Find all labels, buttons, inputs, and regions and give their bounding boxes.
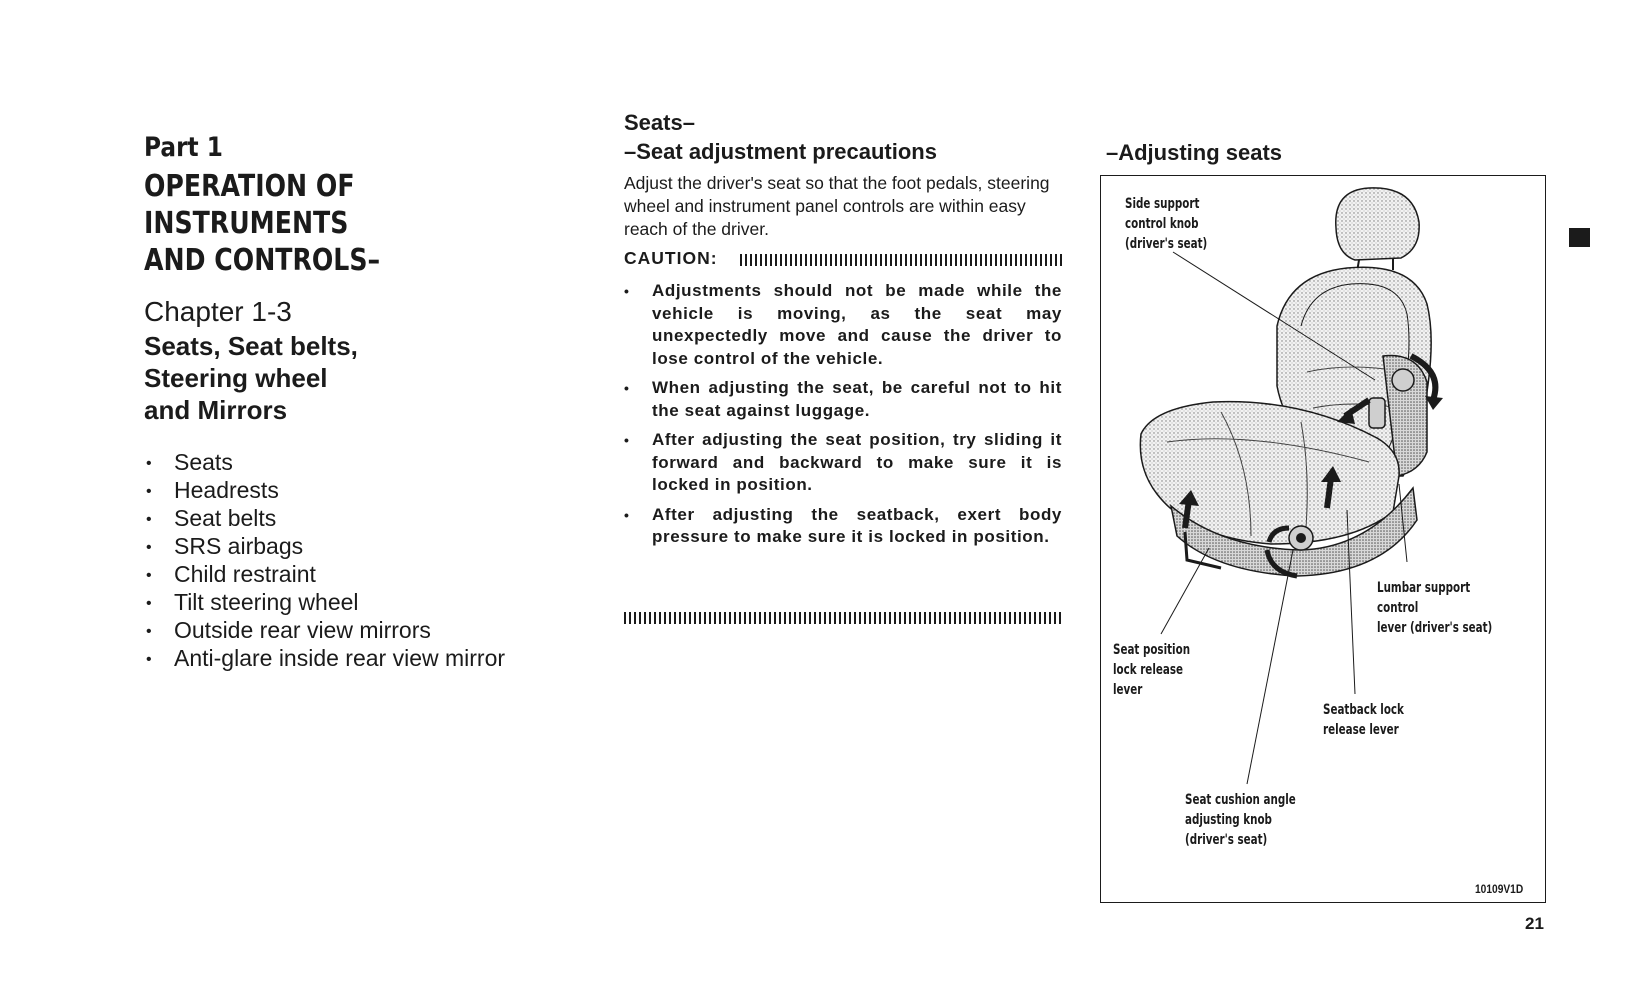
bullet-icon: • — [146, 511, 152, 528]
topic-item: • Seats — [146, 448, 505, 476]
label-cushion-angle-knob: Seat cushion angle adjusting knob (driver's seat) — [1185, 792, 1296, 848]
bullet-icon: • — [624, 283, 630, 299]
bullet-icon: • — [146, 539, 152, 556]
topic-item: • Child restraint — [146, 560, 505, 588]
topic-item: • Anti-glare inside rear view mirror — [146, 644, 505, 672]
page-number: 21 — [1525, 914, 1544, 933]
caution-item: • After adjusting the seatback, exert body pressure to make sure it is locked in position. — [624, 504, 1062, 546]
section-tab-marker — [1569, 228, 1590, 247]
headrest-shape — [1336, 188, 1419, 260]
caution-item: • Adjustments should not be made while the vehicle is moving, as the seat may unexpectedly move and cause the driver to lose control of the vehicle. — [624, 281, 1062, 368]
topic-item: • SRS airbags — [146, 532, 505, 560]
bullet-icon: • — [624, 380, 630, 396]
chapter-subtitle: Seats, Seat belts, Steering wheel and Mirrors — [144, 331, 358, 425]
chapter-number: Chapter 1-3 — [144, 296, 292, 327]
label-lumbar-lever: Lumbar support control lever (driver's seat) — [1377, 580, 1493, 636]
label-seat-position-lever: Seat position lock release lever — [1113, 642, 1191, 698]
bullet-icon: • — [146, 567, 152, 584]
topic-list — [146, 448, 505, 672]
bullet-icon: • — [146, 651, 152, 668]
bullet-icon: • — [146, 455, 152, 472]
bullet-icon: • — [146, 623, 152, 640]
caution-item: • After adjusting the seat position, try sliding it forward and backward to make sure it is locked in position. — [624, 430, 1062, 494]
intro-paragraph: Adjust the driver's seat so that the foot pedals, steering wheel and instrument panel controls are within easy reach of the driver. — [624, 173, 1050, 239]
caution-item: • When adjusting the seat, be careful not to hit the seat against luggage. — [624, 378, 1062, 420]
part-title: OPERATION OF INSTRUMENTS AND CONTROLS– — [144, 169, 381, 278]
bullet-icon: • — [624, 506, 630, 523]
topic-item: • Tilt steering wheel — [146, 588, 505, 616]
label-side-support-knob: Side support control knob (driver's seat) — [1125, 196, 1208, 252]
section-heading: Seats– — [624, 110, 695, 135]
caution-header — [624, 248, 1064, 270]
bullet-icon: • — [146, 595, 152, 612]
bullet-icon: • — [146, 483, 152, 500]
caution-end-divider — [624, 612, 1062, 624]
adjusting-heading: –Adjusting seats — [1106, 140, 1283, 165]
topic-item: • Seat belts — [146, 504, 505, 532]
caution-list — [624, 280, 1062, 556]
part-label: Part 1 — [144, 132, 223, 163]
topic-item: • Outside rear view mirrors — [146, 616, 505, 644]
section-subheading: –Seat adjustment precautions — [624, 139, 937, 164]
label-seatback-lock-lever: Seatback lock release lever — [1323, 702, 1404, 738]
seat-figure — [1100, 175, 1546, 903]
figure-code: 10109V1D — [1475, 882, 1524, 896]
topic-item: • Headrests — [146, 476, 505, 504]
caution-divider — [740, 254, 1062, 266]
seat-illustration — [1101, 176, 1547, 904]
caution-label: CAUTION: — [624, 248, 718, 268]
bullet-icon: • — [624, 432, 630, 448]
